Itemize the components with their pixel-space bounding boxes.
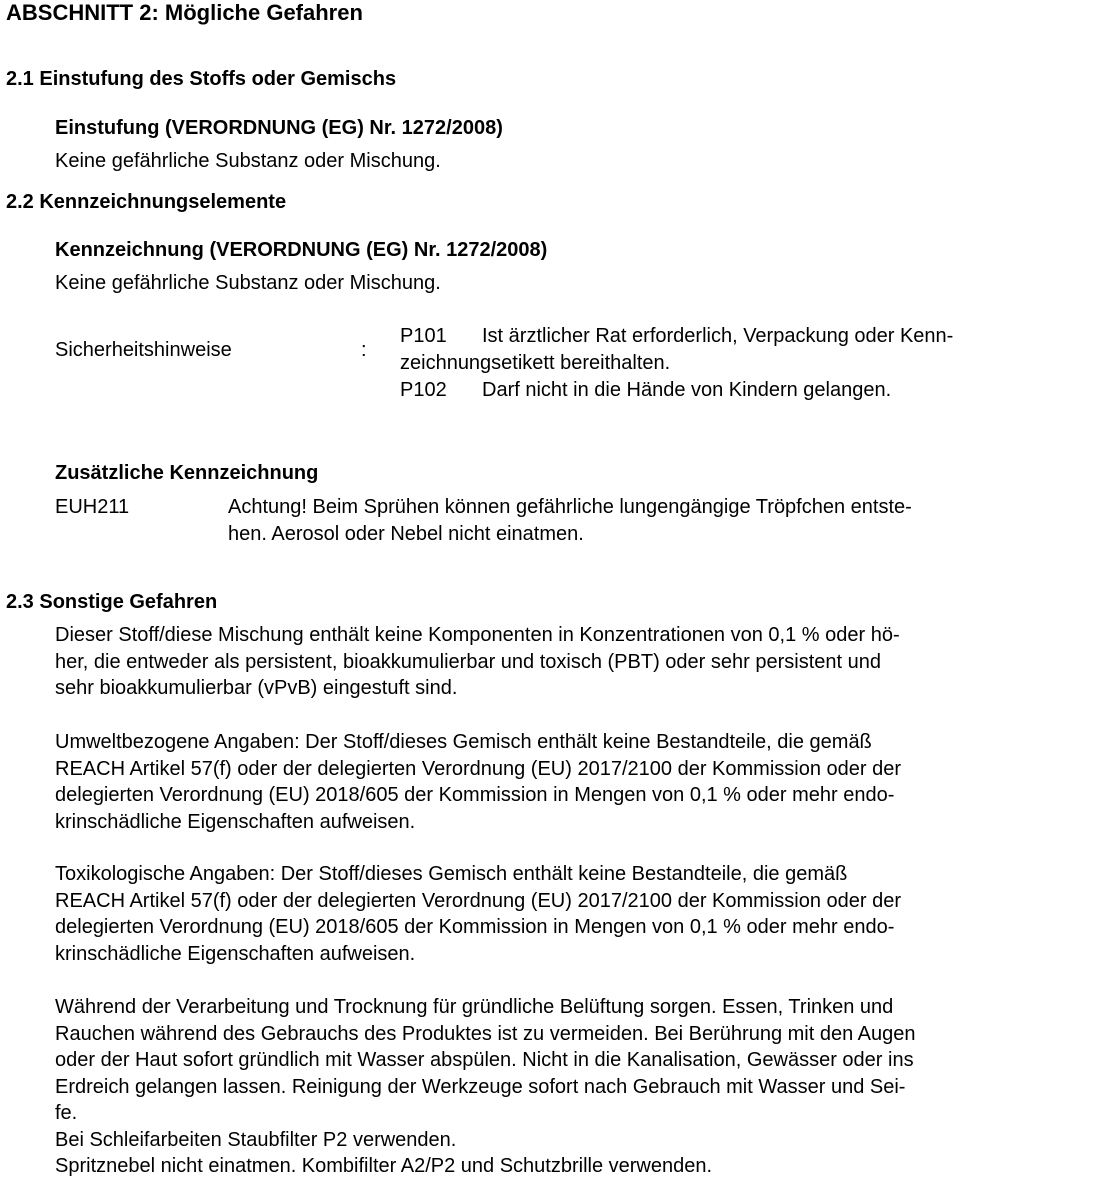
kennzeichnung-text: Keine gefährliche Substanz oder Mischung. (55, 272, 441, 294)
paragraph-line: krinschädliche Eigenschaften aufweisen. (55, 810, 416, 833)
p101-line2: zeichnungsetikett bereithalten. (400, 352, 671, 374)
paragraph-toxikologie (55, 861, 1060, 967)
subheading-einstufung: Einstufung (VERORDNUNG (EG) Nr. 1272/2008) (55, 117, 503, 139)
paragraph-umwelt (55, 729, 1060, 835)
heading-2-1: 2.1 Einstufung des Stoffs oder Gemischs (6, 68, 397, 90)
safety-colon: : (361, 339, 367, 361)
euh-code: EUH211 (55, 496, 130, 518)
paragraph-line: Während der Verarbeitung und Trocknung für gründliche Belüftung sorgen. Essen, Trinken und (55, 996, 894, 1018)
paragraph-line: REACH Artikel 57(f) oder der delegierten Verordnung (EU) 2017/2100 der Kommission oder der (55, 757, 901, 780)
paragraph-line: her, die entweder als persistent, bioakkumulierbar und toxisch (PBT) oder sehr persistent und (55, 650, 881, 673)
paragraph-line: oder der Haut sofort gründlich mit Wasser abspülen. Nicht in die Kanalisation, Gewässer oder ins (55, 1049, 914, 1071)
p101-code: P101 (400, 325, 447, 347)
p101-row (400, 323, 953, 350)
einstufung-text: Keine gefährliche Substanz oder Mischung. (55, 150, 441, 172)
section-title: ABSCHNITT 2: Mögliche Gefahren (6, 0, 363, 25)
paragraph-line: fe. (55, 1102, 78, 1124)
subheading-zusaetzliche: Zusätzliche Kennzeichnung (55, 462, 319, 484)
p102-code: P102 (400, 379, 447, 401)
paragraph-pbt (55, 622, 1060, 702)
paragraph-line: Umweltbezogene Angaben: Der Stoff/dieses Gemisch enthält keine Bestandteile, die gemäß (55, 731, 872, 753)
safety-label: Sicherheitshinweise (55, 339, 232, 361)
p101-line1: Ist ärztlicher Rat erforderlich, Verpackung oder Kenn- (482, 325, 954, 347)
paragraph-line: delegierten Verordnung (EU) 2018/605 der Kommission in Mengen von 0,1 % oder mehr endo- (55, 916, 895, 938)
paragraph-line: delegierten Verordnung (EU) 2018/605 der Kommission in Mengen von 0,1 % oder mehr endo- (55, 784, 895, 806)
paragraph-line: Dieser Stoff/diese Mischung enthält keine Komponenten in Konzentrationen von 0,1 % oder hö- (55, 624, 900, 646)
heading-2-3: 2.3 Sonstige Gefahren (6, 591, 218, 613)
paragraph-handling (55, 994, 1060, 1180)
paragraph-line: krinschädliche Eigenschaften aufweisen. (55, 942, 416, 965)
p102-row (400, 377, 891, 404)
paragraph-line: sehr bioakkumulierbar (vPvB) eingestuft sind. (55, 677, 458, 699)
euh-line1: Achtung! Beim Sprühen können gefährliche lungengängige Tröpfchen entste- (228, 496, 912, 518)
paragraph-line: REACH Artikel 57(f) oder der delegierten Verordnung (EU) 2017/2100 der Kommission oder der (55, 889, 901, 912)
p102-text: Darf nicht in die Hände von Kindern gelangen. (482, 379, 892, 401)
paragraph-line: Bei Schleifarbeiten Staubfilter P2 verwenden. (55, 1128, 457, 1151)
subheading-kennzeichnung: Kennzeichnung (VERORDNUNG (EG) Nr. 1272/2008) (55, 239, 548, 261)
heading-2-2: 2.2 Kennzeichnungselemente (6, 191, 287, 213)
euh-line2: hen. Aerosol oder Nebel nicht einatmen. (228, 523, 584, 545)
paragraph-line: Toxikologische Angaben: Der Stoff/dieses Gemisch enthält keine Bestandteile, die gemäß (55, 863, 848, 885)
paragraph-line: Spritznebel nicht einatmen. Kombifilter A2/P2 und Schutzbrille verwenden. (55, 1155, 713, 1177)
paragraph-line: Rauchen während des Gebrauchs des Produktes ist zu vermeiden. Bei Berührung mit den Augen (55, 1022, 916, 1045)
paragraph-line: Erdreich gelangen lassen. Reinigung der Werkzeuge sofort nach Gebrauch mit Wasser und Sei- (55, 1075, 906, 1098)
